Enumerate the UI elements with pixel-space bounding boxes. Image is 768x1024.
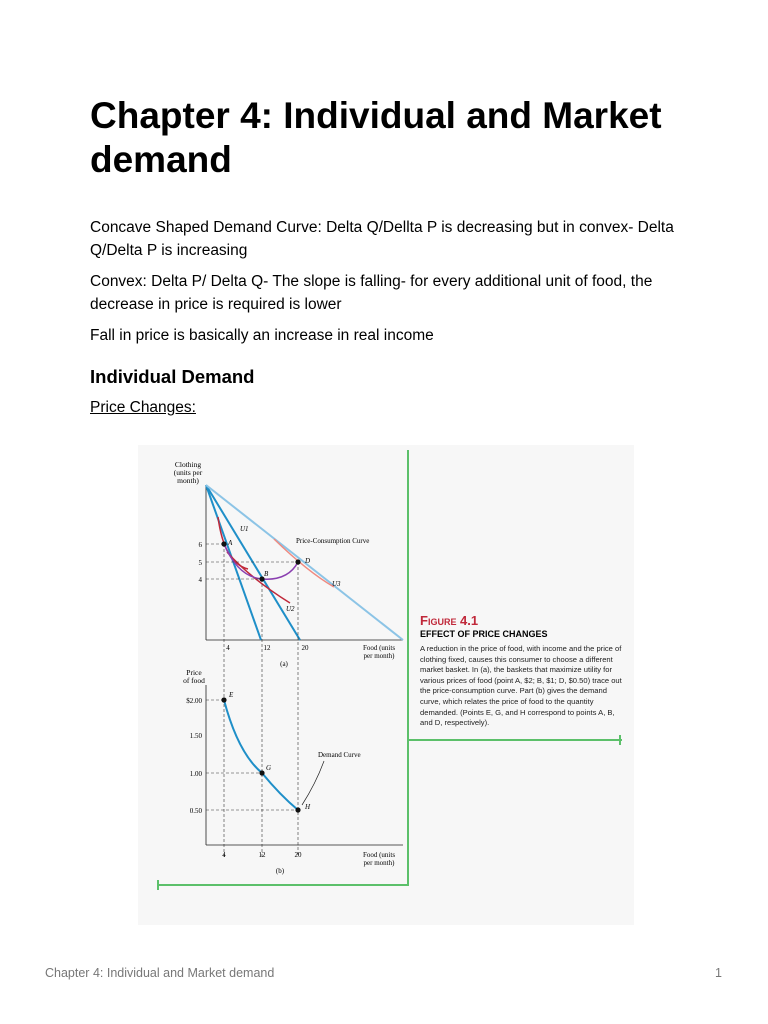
- pcc-label: Price-Consumption Curve: [296, 537, 370, 545]
- figure-title: EFFECT OF PRICE CHANGES: [420, 629, 548, 639]
- panel-b-x-tick-20: 20: [294, 851, 302, 859]
- panel-b-chart: [183, 668, 403, 875]
- figure-caption-text: A reduction in the price of food, with income and the price of clothing fixed, causes this consumer to choose a different market basket. In (a), the baskets that maximize utility for various prices of food (point A, $2; B, $1; D, $0.50) trace out the price-consumption curve. Part (b) gives the demand curve, which relates the price of food to the quantity demanded. (Points E, G, and H correspond to points A, B, and D, respectively).: [420, 644, 622, 728]
- page-title: Chapter 4: Individual and Market demand: [90, 95, 662, 180]
- point-a: [221, 541, 226, 546]
- panel-b-y-label-2: of food: [183, 676, 205, 685]
- panel-b-x-label-1: Food (units: [362, 851, 396, 859]
- panel-a-x-label-2: per month): [363, 652, 395, 660]
- figure-number: Figure 4.1: [420, 613, 479, 628]
- panel-b-y-tick-2: $2.00: [186, 697, 202, 705]
- panel-b-label: (b): [275, 867, 285, 875]
- panel-a-chart: [174, 460, 403, 857]
- panel-a-x-tick-4: 4: [226, 644, 230, 652]
- paragraph-concave: Concave Shaped Demand Curve: Delta Q/Dellta P is decreasing but in convex- Delta Q/Delta P is increasing: [90, 219, 674, 259]
- subheading-price-changes: Price Changes:: [90, 399, 196, 416]
- panel-b-x-label-2: per month): [363, 859, 395, 867]
- panel-a-y-label-3: month): [177, 476, 199, 485]
- point-h: [295, 807, 300, 812]
- footer-title: Chapter 4: Individual and Market demand: [45, 966, 275, 980]
- panel-a-y-tick-6: 6: [198, 541, 202, 549]
- paragraph-convex: Convex: Delta P/ Delta Q- The slope is falling- for every additional unit of food, the decrease in price is required is lower: [90, 273, 653, 313]
- point-e: [221, 697, 226, 702]
- panel-a-y-tick-5: 5: [198, 559, 202, 567]
- u1-label: U1: [240, 525, 249, 533]
- point-g-label: G: [266, 764, 272, 772]
- panel-a-y-tick-4: 4: [198, 576, 202, 584]
- panel-a-x-label-1: Food (units: [362, 644, 396, 652]
- point-d: [295, 559, 300, 564]
- point-h-label: H: [305, 803, 311, 811]
- panel-a-label: (a): [280, 660, 288, 668]
- panel-a-x-tick-12: 12: [263, 644, 271, 652]
- figure-4-1: [138, 445, 634, 925]
- panel-a-x-tick-20: 20: [301, 644, 309, 652]
- demand-curve-arrow: [302, 761, 324, 805]
- figure-caption: [420, 613, 628, 729]
- demand-curve-label: Demand Curve: [318, 751, 361, 759]
- panel-a-y-label-1: Clothing: [174, 460, 202, 469]
- point-b-label: B: [264, 570, 269, 578]
- point-g: [259, 770, 264, 775]
- u3-label: U3: [332, 580, 341, 588]
- panel-a-y-label-2: (units per: [173, 468, 203, 477]
- point-a-label: A: [228, 539, 233, 547]
- panel-b-y-label-1: Price: [186, 668, 202, 677]
- point-d-label: D: [305, 557, 311, 565]
- u2-label: U2: [286, 605, 295, 613]
- point-e-label: E: [229, 691, 234, 699]
- panel-b-x-tick-12: 12: [258, 851, 266, 859]
- panel-b-y-tick-1-5: 1.50: [189, 732, 202, 740]
- panel-b-x-tick-4: 4: [222, 851, 226, 859]
- footer-page-number: 1: [715, 966, 722, 980]
- section-heading: Individual Demand: [90, 366, 255, 387]
- panel-b-y-tick-1: 1.00: [189, 770, 202, 778]
- paragraph-real-income: Fall in price is basically an increase in real income: [90, 327, 434, 344]
- demand-curve: [224, 700, 298, 810]
- panel-b-y-tick-0-5: 0.50: [189, 807, 202, 815]
